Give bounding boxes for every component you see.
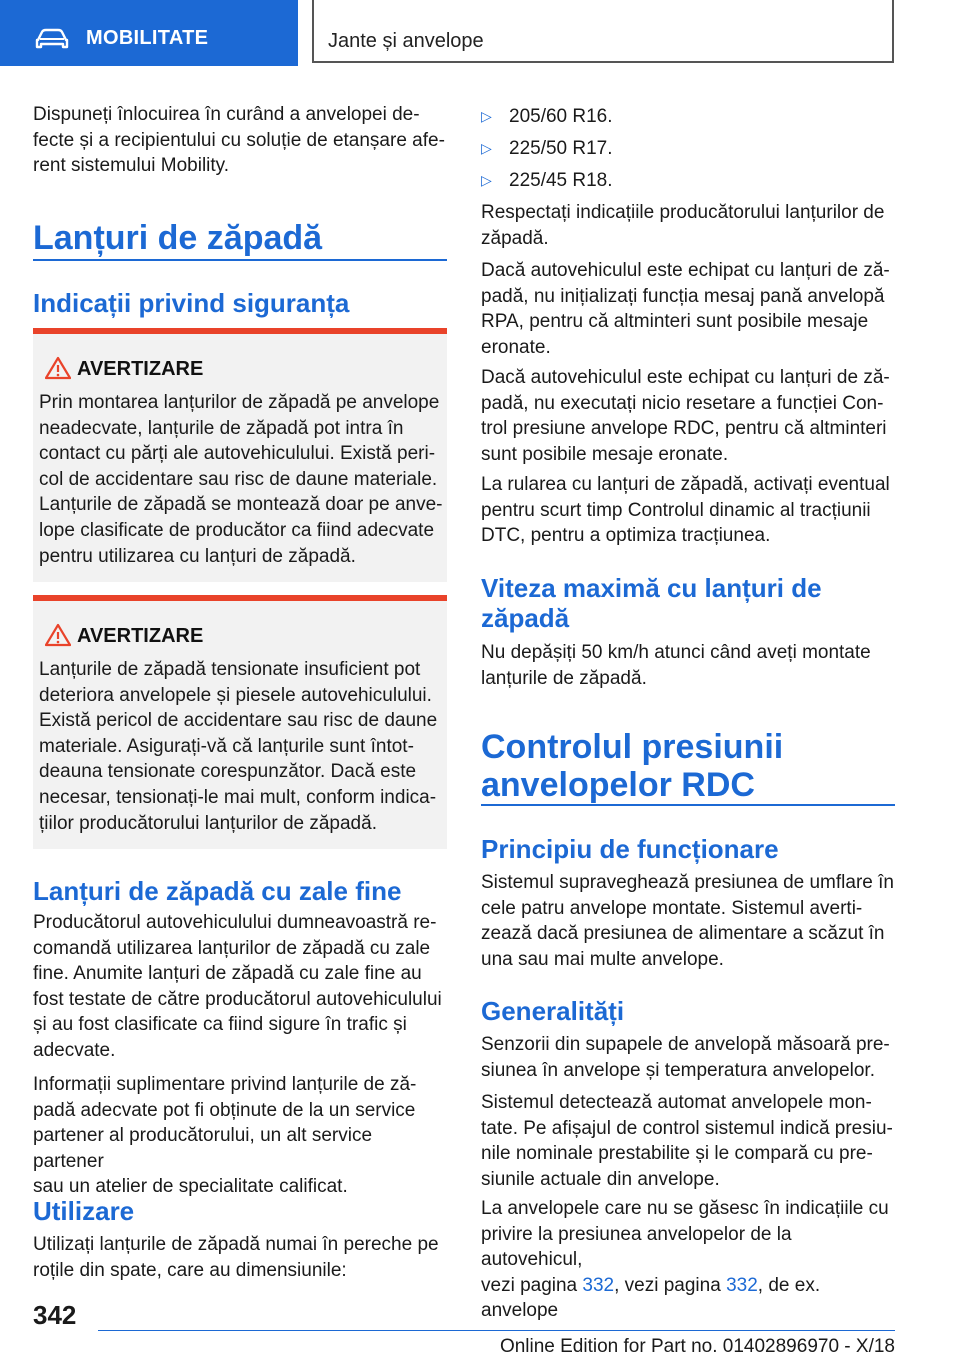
warning-icon <box>45 356 71 380</box>
chapter-title-box <box>312 0 894 63</box>
heading-snow-chains: Lanțuri de zăpadă <box>33 219 323 257</box>
page-link[interactable]: 332 <box>726 1274 758 1296</box>
footer-rule <box>98 1330 895 1331</box>
warning-title: AVERTIZARE <box>77 625 204 647</box>
general-paragraph-1: Senzorii din supapele de anvelopă măsoară pre- siunea în anvelope și temperatura anvelopelor. <box>481 1034 890 1081</box>
bullet-triangle-icon: ▷ <box>481 108 492 124</box>
heading-rdc: Controlul presiunii anvelopelor RDC <box>481 728 784 804</box>
heading-rule <box>481 804 895 806</box>
heading-rule <box>33 259 447 261</box>
heading-max-speed: Viteza maximă cu lanțuri de zăpadă <box>481 573 822 633</box>
paragraph: Dacă autovehiculul este echipat cu lanțuri de ză- padă, nu inițializați funcția mesaj pană anvelopă RPA, pentru că altminteri sunt posibile mesaje eronate. <box>481 260 890 358</box>
paragraph: La rularea cu lanțuri de zăpadă, activați eventual pentru scurt timp Controlul dinamic al tracțiunii DTC, pentru a optimiza tracțiunea. <box>481 474 890 547</box>
warning-title: AVERTIZARE <box>77 358 204 380</box>
heading-usage: Utilizare <box>33 1196 135 1226</box>
principle-paragraph: Sistemul supraveghează presiunea de umflare în cele patru anvelope montate. Sistemul averti- zează dacă presiunea de alimentare a scăzut în una sau mai multe anvelope. <box>481 872 894 970</box>
car-icon <box>34 26 70 50</box>
heading-general: Generalități <box>481 996 625 1026</box>
heading-principle: Principiu de funcționare <box>481 834 779 864</box>
intro-paragraph: Dispuneți înlocuirea în curând a anvelopei de- fecte și a recipientului cu soluție de etanșare afe- rent sistemului Mobility. <box>33 104 445 177</box>
warning-icon <box>45 623 71 647</box>
warning-box-1 <box>33 328 447 582</box>
chapter-title: Jante și anvelope <box>328 30 484 52</box>
warning-text: Prin montarea lanțurilor de zăpadă pe anvelope neadecvate, lanțurile de zăpadă pot intra în contact cu părți ale autovehiculului. Există peri- col de accidentare sau risc de daune materiale. Lanțurile de zăpadă se montează doar pe anve- lope clasificate de producător ca fiind adecvate pentru utilizarea cu lanțuri de zăpadă. <box>39 392 443 567</box>
heading-safety: Indicații privind siguranța <box>33 288 350 318</box>
max-speed-paragraph: Nu depășiți 50 km/h atunci când aveți montate lanțurile de zăpadă. <box>481 642 871 689</box>
warning-box-2 <box>33 595 447 849</box>
usage-paragraph: Utilizați lanțurile de zăpadă numai în pereche pe roțile din spate, care au dimensiunile: <box>33 1234 439 1281</box>
bullet-triangle-icon: ▷ <box>481 140 492 156</box>
page-number: 342 <box>33 1300 77 1330</box>
paragraph: Dacă autovehiculul este echipat cu lanțuri de ză- padă, nu executați nicio resetare a funcției Con- trol presiune anvelope RDC, pentru că altminteri sunt posibile mesaje eronate. <box>481 367 890 465</box>
fine-link-paragraph-2: Informații suplimentare privind lanțurile de ză- padă adecvate pot fi obținute de la un service partener al producătorului, un alt service partener sau un atelier de specialitate calificat. <box>33 1074 417 1198</box>
section-title: MOBILITATE <box>86 27 209 49</box>
header-section-tab[interactable] <box>0 0 298 66</box>
paragraph: Respectați indicațiile producătorului lanțurilor de zăpadă. <box>481 202 885 249</box>
fine-link-paragraph-1: Producătorul autovehiculului dumneavoastră re- comandă utilizarea lanțurilor de zăpadă cu zale fine. Anumite lanțuri de zăpadă cu zale fine au fost testate de către producătorul autovehiculului și au fost clasificate ca fiind sigure în trafic și adecvate. <box>33 912 442 1061</box>
heading-fine-link-chains: Lanțuri de zăpadă cu zale fine <box>33 876 402 906</box>
bullet-triangle-icon: ▷ <box>481 172 492 188</box>
warning-text: Lanțurile de zăpadă tensionate insuficient pot deteriora anvelopele și piesele autovehiculului. Există pericol de accidentare sau risc de daune materiale. Asigurați-vă că lanțurile sunt întot- deauna tensionate corespunzător. Dacă este necesar, tensionați-le mai mult, conform indica- țiilor producătorului lanțurilor de zăpadă. <box>39 659 438 834</box>
footer-edition: Online Edition for Part no. 01402896970 - X/18 <box>499 1336 895 1357</box>
page-link[interactable]: 332 <box>582 1274 615 1296</box>
general-paragraph-2: Sistemul detectează automat anvelopele mon- tate. Pe afișajul de control sistemul indică presiu- nile nominale prestabilite și le compară cu pre- siunile actuale din anvelope. <box>481 1092 893 1190</box>
general-paragraph-3: La anvelopele care nu se găsesc în indicațiile cu privire la presiunea anvelopelor de la autovehicul, vezi pagina 332, vezi pagina 332, de ex. anvelope <box>481 1198 889 1322</box>
